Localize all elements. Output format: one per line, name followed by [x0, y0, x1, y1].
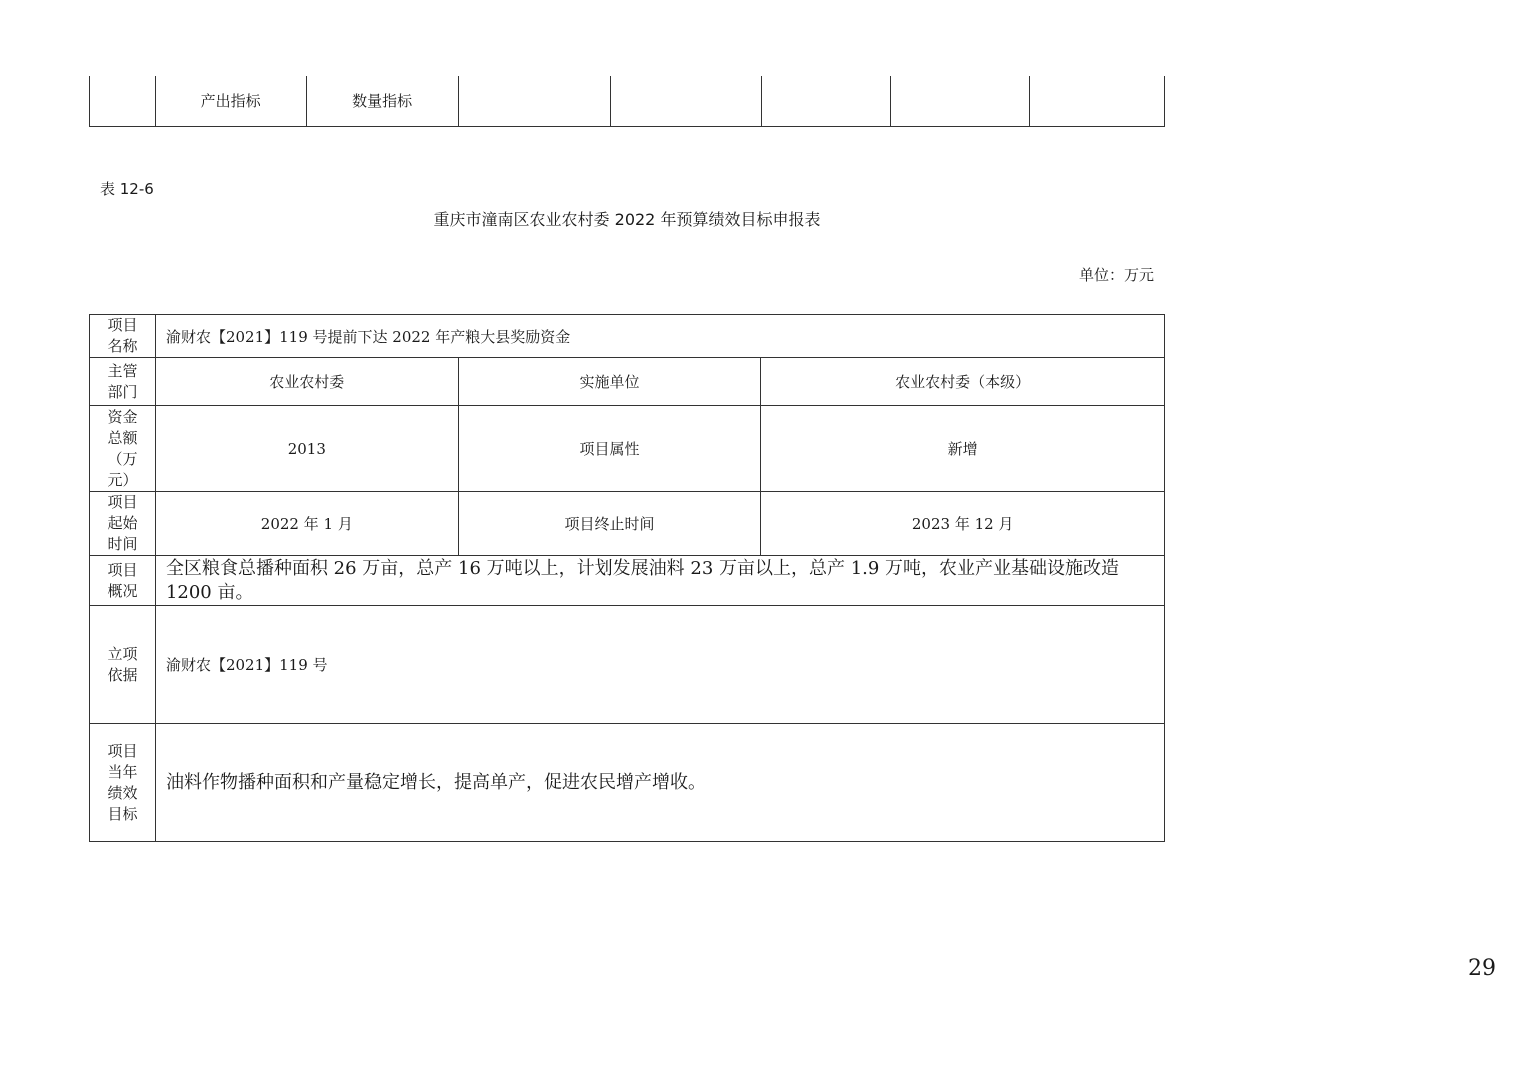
- fragment-cell-1: [90, 76, 156, 126]
- previous-table-fragment: [89, 76, 1165, 127]
- project-name-label: 项目名称: [90, 315, 156, 358]
- overview-value: 全区粮食总播种面积 26 万亩，总产 16 万吨以上，计划发展油料 23 万亩以上，总产 1.9 万吨，农业产业基础设施改造 1200 亩。: [155, 556, 1164, 606]
- fragment-output-indicator: 产出指标: [155, 76, 306, 126]
- basis-label: 立项依据: [90, 606, 156, 724]
- overview-label: 项目概况: [90, 556, 156, 606]
- project-name-value: 渝财农【2021】119 号提前下达 2022 年产粮大县奖励资金: [155, 315, 1164, 358]
- fragment-cell-4: [458, 76, 610, 126]
- table-number: 表 12-6: [100, 180, 154, 198]
- goal-value: 油料作物播种面积和产量稳定增长，提高单产，促进农民增产增收。: [155, 724, 1164, 842]
- fragment-cell-5: [610, 76, 761, 126]
- row-funds: [90, 406, 1165, 492]
- page-number: 29: [1468, 956, 1496, 981]
- project-attr-label: 项目属性: [458, 406, 761, 492]
- fragment-cell-6: [761, 76, 890, 126]
- end-time-label: 项目终止时间: [458, 492, 761, 556]
- basis-value: 渝财农【2021】119 号: [155, 606, 1164, 724]
- row-overview: [90, 556, 1165, 606]
- impl-unit-value: 农业农村委（本级）: [761, 358, 1165, 406]
- document-title: 重庆市潼南区农业农村委 2022 年预算绩效目标申报表: [433, 210, 821, 229]
- row-dates: [90, 492, 1165, 556]
- goal-label: 项目当年绩效目标: [90, 724, 156, 842]
- fragment-cell-7: [890, 76, 1029, 126]
- funds-label: 资金总额（万元）: [90, 406, 156, 492]
- project-attr-value: 新增: [761, 406, 1165, 492]
- row-goal: [90, 724, 1165, 842]
- funds-value: 2013: [155, 406, 458, 492]
- row-basis: [90, 606, 1165, 724]
- start-time-label: 项目起始时间: [90, 492, 156, 556]
- row-department: [90, 358, 1165, 406]
- unit-label: 单位：万元: [1078, 266, 1154, 284]
- fragment-quantity-indicator: 数量指标: [306, 76, 458, 126]
- impl-unit-label: 实施单位: [458, 358, 761, 406]
- start-time-value: 2022 年 1 月: [155, 492, 458, 556]
- end-time-value: 2023 年 12 月: [761, 492, 1165, 556]
- budget-performance-table: [89, 314, 1165, 842]
- row-project-name: [90, 315, 1165, 358]
- dept-value: 农业农村委: [155, 358, 458, 406]
- dept-label: 主管部门: [90, 358, 156, 406]
- fragment-cell-8: [1029, 76, 1164, 126]
